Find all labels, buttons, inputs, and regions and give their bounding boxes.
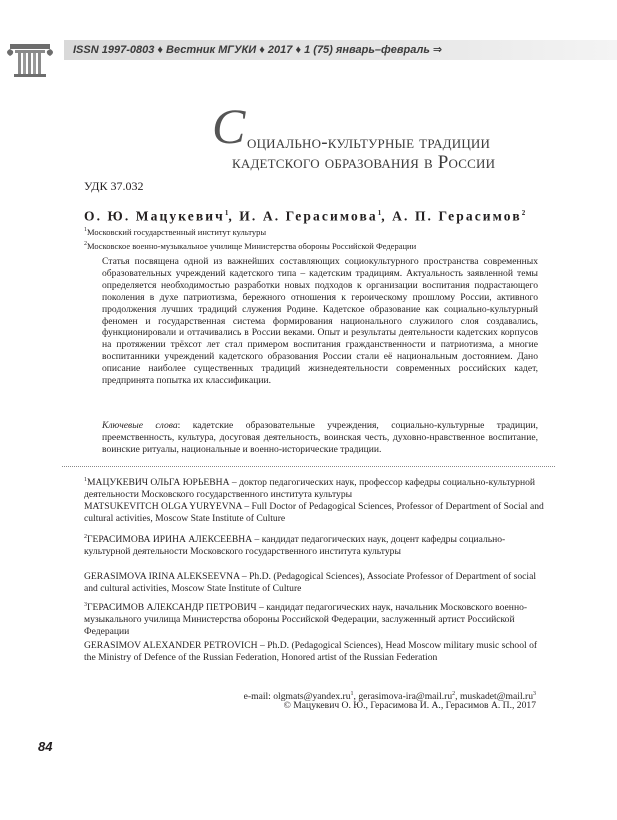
- udk-code: УДК 37.032: [84, 179, 144, 193]
- affiliation-text: Московское военно-музыкальное училище Министерства обороны Российской Федерации: [87, 240, 417, 251]
- author-name: О. Ю. Мацукевич: [84, 208, 225, 224]
- author-name: И. А. Герасимова: [239, 208, 378, 224]
- affiliation-ref: 2: [84, 241, 87, 247]
- copyright: © Мацукевич О. Ю., Герасимова И. А., Герасимов А. П., 2017: [283, 700, 536, 711]
- article-title-line-1: оциально-культурные традиции: [247, 132, 491, 153]
- keywords-text: : кадетские образовательные учреждения, социально-культурные традиции, преемственность, культура, досуговая деятельность, воинская честь, духовно-нравственное воспитание, воинские ритуалы, национальные и военно-исторические традиции.: [102, 420, 538, 455]
- keywords: [102, 420, 538, 456]
- email-link[interactable]: olgmats@yandex.ru: [273, 691, 351, 703]
- author-info-name: GERASIMOV ALEXANDER PETROVICH: [84, 640, 258, 651]
- title-initial-letter: С: [212, 98, 246, 154]
- author-separator: ,: [381, 208, 393, 224]
- author-info: [84, 501, 550, 525]
- author-info-text: – кандидат педагогических наук, начальник Московского военно-музыкального училища Министерства обороны Российской Федерации, заслуженный артист Российской Федерации: [84, 602, 528, 637]
- author-info-ref: 2: [84, 534, 87, 540]
- email-separator: ,: [455, 691, 460, 703]
- author-ref: 2: [521, 209, 526, 217]
- email-ref: 2: [452, 691, 456, 697]
- author-info-text: – доктор педагогических наук, профессор кафедры социально-культурной деятельности Московского государственного института культуры: [84, 477, 536, 501]
- author-info-text: – Full Doctor of Pedagogical Sciences, Professor of Department of Social and cultural activities, Moscow State Institute of Culture: [84, 501, 544, 524]
- author-info: [84, 600, 550, 638]
- abstract: Статья посвящена одной из важнейших составляющих социокультурного пространства современных образовательных учреждений кадетского типа – кадетским традициям. Актуальность заявленной темы определяется необходимостью разработки новых подходов к организации воспитания подрастающего поколения в духе патриотизма, бережного отношения к героическому прошлому России, активного продолжения лучших традиций служения Родине. Кадетское образование как социально-культурный феномен и государственная система формирования национального служилого слоя создавались, функционировали и оттачивались в России веками. Опыт и результаты деятельности кадетских корпусов на протяжении трёхсот лет стал примером воспитания гражданственности и патриотизма, а многие воспитанники учреждений кадетского образования России стали её национальным достоянием. Дано описание наиболее существенных традиций жизнедеятельности современных российских кадет, предпринята попытка их классификации.: [102, 256, 538, 387]
- author-info-name: МАЦУКЕВИЧ ОЛЬГА ЮРЬЕВНА: [87, 477, 230, 489]
- author-info-text: – Ph.D. (Pedagogical Sciences), Associate Professor of Department of social and cultural activities, Moscow State Institute of Culture: [84, 571, 536, 594]
- email-link[interactable]: muskadet@mail.ru: [459, 691, 533, 703]
- author-info-ref: 3: [84, 602, 87, 608]
- affiliation: [84, 225, 266, 238]
- affiliation-text: Московский государственный институт культуры: [87, 226, 267, 237]
- keywords-label: Ключевые слова: [102, 420, 178, 431]
- author-ref: 1: [224, 209, 229, 217]
- author-info-name: ГЕРАСИМОВ АЛЕКСАНДР ПЕТРОВИЧ: [87, 602, 257, 614]
- journal-logo-column-icon: [0, 38, 60, 78]
- email-link[interactable]: gerasimova-ira@mail.ru: [358, 691, 453, 703]
- author-info-name: ГЕРАСИМОВА ИРИНА АЛЕКСЕЕВНА: [87, 534, 253, 546]
- author-info-text: – Ph.D. (Pedagogical Sciences), Head Moscow military music school of the Ministry of Defence of the Russian Federation, Honored artist of the Russian Federation: [84, 640, 538, 663]
- author-info: [84, 640, 550, 664]
- article-title-line-2: кадетского образования в России: [232, 152, 496, 173]
- author-name: А. П. Герасимов: [392, 208, 522, 224]
- journal-header: ISSN 1997-0803 ♦ Вестник МГУКИ ♦ 2017 ♦ 1 (75) январь–февраль ⇒: [73, 44, 443, 56]
- author-info: [84, 475, 550, 501]
- affiliation-ref: 1: [84, 227, 87, 233]
- author-info-name: MATSUKEVITCH OLGA YURYEVNA: [84, 501, 242, 512]
- email-ref: 3: [533, 691, 536, 697]
- author-info-text: – кандидат педагогических наук, доцент кафедры социально-культурной деятельности Московского государственного института культуры: [84, 534, 506, 558]
- author-info-name: GERASIMOVA IRINA ALEKSEEVNA: [84, 571, 240, 582]
- author-info: [84, 571, 550, 595]
- email-separator: ,: [353, 691, 359, 703]
- affiliation: [84, 239, 416, 252]
- email-label: e-mail:: [243, 691, 274, 703]
- author-list: [84, 204, 525, 226]
- email-ref: 1: [350, 691, 354, 697]
- author-separator: ,: [228, 208, 240, 224]
- author-ref: 1: [377, 209, 382, 217]
- author-info: [84, 532, 550, 558]
- dotted-separator: [62, 466, 555, 467]
- author-info-ref: 1: [84, 477, 87, 483]
- page-number: 84: [38, 739, 53, 754]
